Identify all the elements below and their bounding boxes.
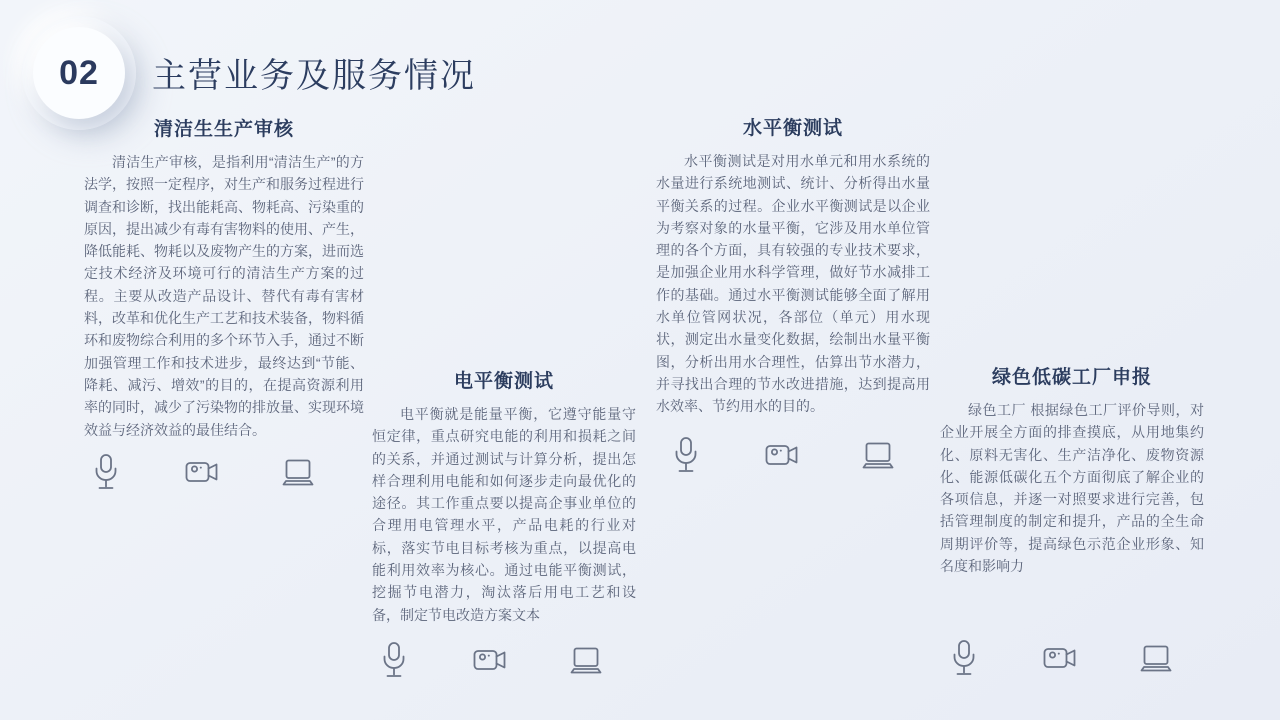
video-camera-icon — [182, 452, 222, 492]
section-heading-water-balance-test: 水平衡测试 — [742, 118, 843, 139]
microphone-icon — [944, 638, 984, 678]
video-camera-icon — [1040, 638, 1080, 678]
section-clean-production-audit — [84, 114, 364, 441]
section-body-electric-balance-test: 电平衡就是能量平衡，它遵守能量守恒定律，重点研究电能的利用和损耗之间的关系，并通过测试与计算分析，提出怎样合理利用电能和如何逐步走向最优化的途径。其工作重点要以提高企事业单位的合理用电管理水平，产品电耗的行业对标，落实节电目标考核为重点，以提高电能利用效率为核心。通过电能平衡测试，挖掘节电潜力，淘汰落后用电工艺和设备，制定节电改造方案文本 — [372, 406, 636, 623]
section-body-water-balance-test: 水平衡测试是对用水单元和用水系统的水量进行系统地测试、统计、分析得出水量平衡关系的过程。企业水平衡测试是以企业为考察对象的水量平衡，它涉及用水单位管理的各个方面，具有较强的专业技术要求，是加强企业用水科学管理，做好节水减排工作的基础。通过水平衡测试能够全面了解用水单位管网状况，各部位（单元）用水现状，测定出水量变化数据，绘制出水量平衡图，分析出用水合理性，估算出节水潜力，并寻找出合理的节水改进措施，达到提高用水效率、节约用水的目的。 — [656, 153, 930, 415]
section-body-clean-production-audit: 清洁生产审核，是指利用“清洁生产”的方法学，按照一定程序，对生产和服务过程进行调查和诊断，找出能耗高、物耗高、污染重的原因，提出减少有毒有害物料的使用、产生，降低能耗、物耗以及废物产生的方案，进而选定技术经济及环境可行的清洁生产方案的过程。主要从改造产品设计、替代有毒有害材料，改革和优化生产工艺和技术装备，物料循环和废物综合利用的多个环节入手，通过不断加强管理工作和技术进步，最终达到“节能、降耗、减污、增效”的目的，在提高资源利用率的同时，减少了污染物的排放量、实现环境效益与经济效益的最佳结合。 — [84, 154, 364, 438]
section-electric-balance-test — [372, 366, 636, 626]
icon-row-electric-balance-test — [374, 640, 606, 680]
icon-row-water-balance-test — [666, 435, 898, 475]
laptop-icon — [858, 435, 898, 475]
video-camera-icon — [762, 435, 802, 475]
section-body-green-low-carbon-factory: 绿色工厂 根据绿色工厂评价导则，对企业开展全方面的排查摸底，从用地集约化、原料无害化、生产洁净化、废物资源化、能源低碳化五个方面彻底了解企业的各项信息，并逐一对照要求进行完善，包括管理制度的制定和提升，产品的全生命周期评价等，提高绿色示范企业形象、知名度和影响力 — [940, 402, 1204, 575]
section-green-low-carbon-factory — [940, 362, 1204, 577]
slide-number: 02 — [59, 53, 99, 92]
icon-row-clean-production-audit — [86, 452, 318, 492]
section-heading-green-low-carbon-factory: 绿色低碳工厂申报 — [991, 367, 1152, 388]
laptop-icon — [1136, 638, 1176, 678]
microphone-icon — [666, 435, 706, 475]
slide-title: 主营业务及服务情况 — [152, 57, 476, 95]
slide-number-circle — [33, 27, 125, 119]
slide-number-badge — [22, 16, 136, 130]
laptop-icon — [278, 452, 318, 492]
section-water-balance-test — [656, 113, 930, 418]
laptop-icon — [566, 640, 606, 680]
video-camera-icon — [470, 640, 510, 680]
section-heading-clean-production-audit: 清洁生生产审核 — [153, 119, 294, 140]
icon-row-green-low-carbon-factory — [944, 638, 1176, 678]
microphone-icon — [374, 640, 414, 680]
microphone-icon — [86, 452, 126, 492]
section-heading-electric-balance-test: 电平衡测试 — [453, 371, 554, 392]
